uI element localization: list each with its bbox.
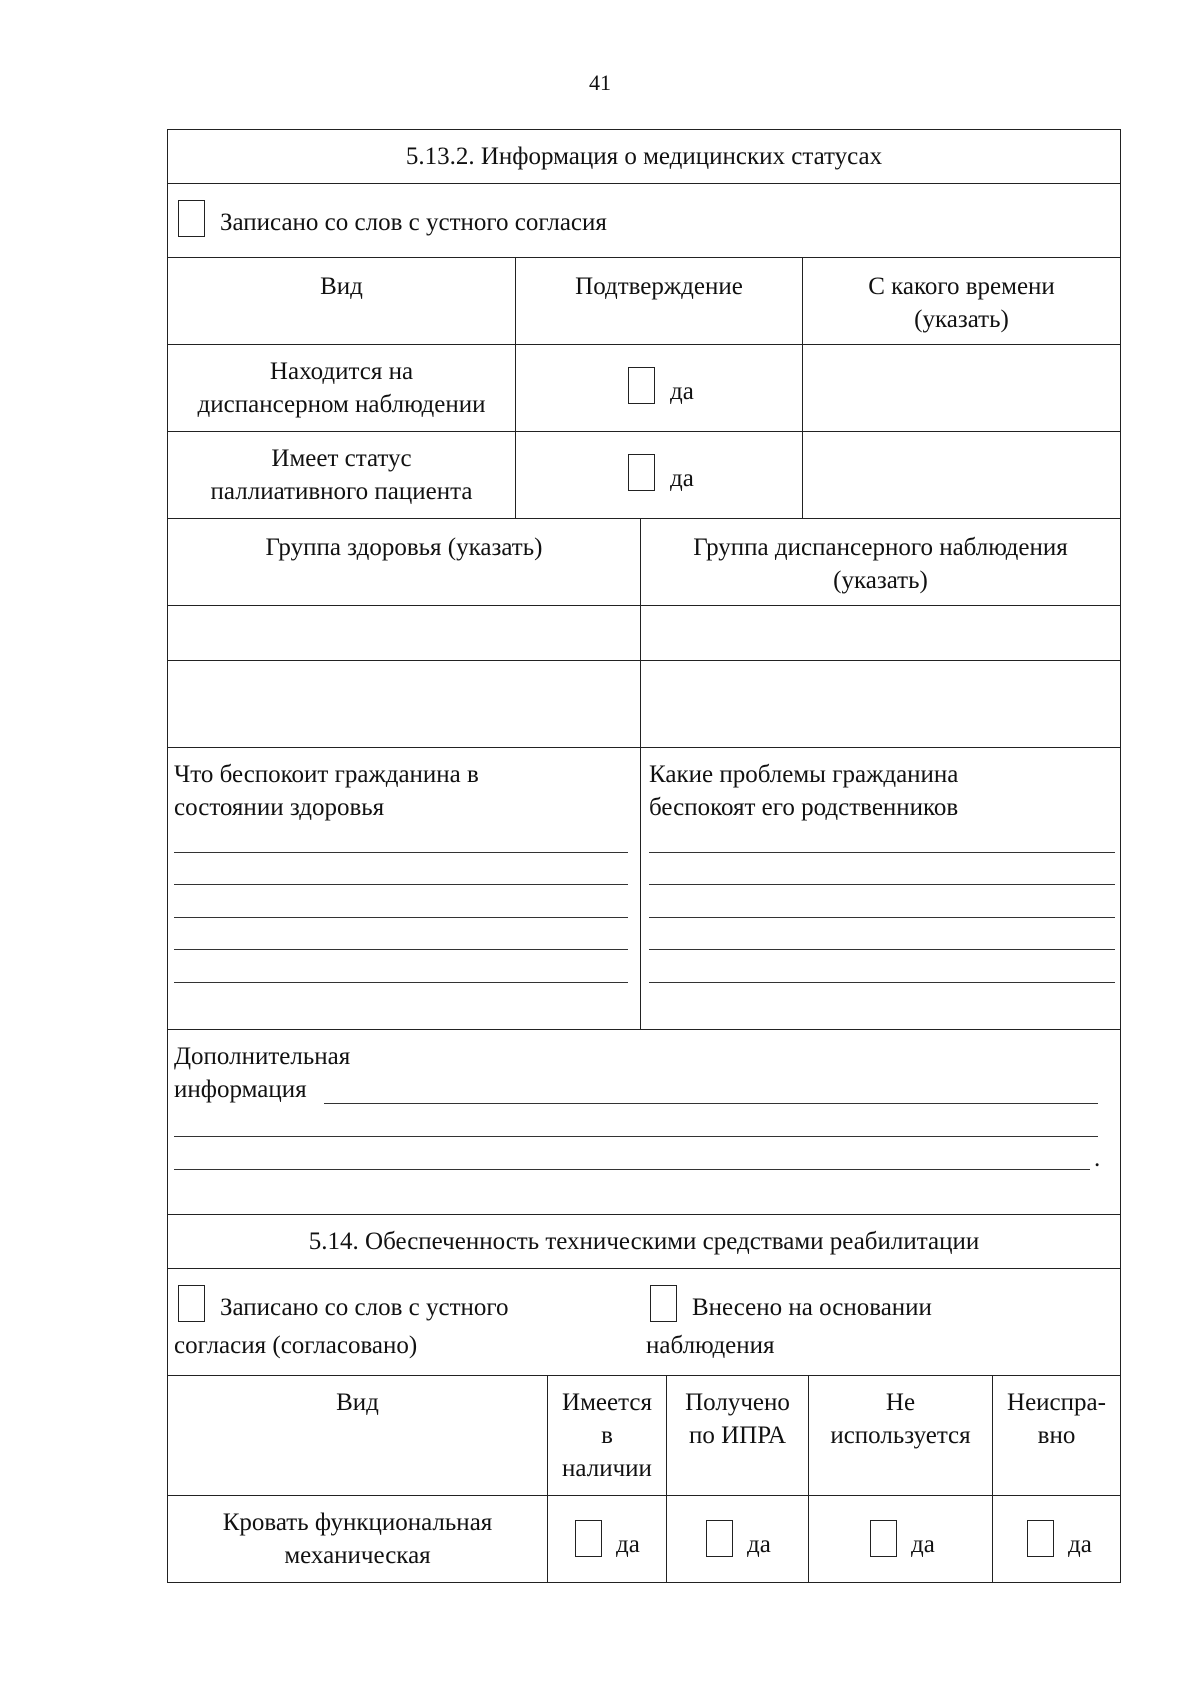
tsr-header-kind: Вид bbox=[336, 1389, 379, 1416]
bed-available-label: да bbox=[616, 1531, 640, 1558]
status-row-dispensary bbox=[167, 344, 1121, 432]
tsr-header-available: Имеется в наличии bbox=[547, 1376, 666, 1495]
section-title: 5.13.2. Информация о медицинских статусах bbox=[405, 143, 883, 170]
consent-label: Записано со слов с устного согласия bbox=[220, 209, 607, 236]
header-since: С какого времени (указать) bbox=[802, 258, 1120, 344]
health-group-value-1[interactable] bbox=[168, 606, 640, 660]
group-header-row bbox=[167, 518, 1121, 606]
palliative-yes-checkbox[interactable] bbox=[628, 454, 655, 491]
tsr-header-row bbox=[167, 1375, 1121, 1496]
health-group-header: Группа здоровья (указать) bbox=[265, 534, 543, 561]
group-value-row-1 bbox=[167, 605, 1121, 661]
tsr-bed-unused bbox=[808, 1496, 992, 1582]
tsr-consent-label-2: согласия (согласовано) bbox=[174, 1332, 418, 1359]
bed-unused-checkbox[interactable] bbox=[870, 1520, 897, 1557]
additional-info-label-2: информация bbox=[174, 1076, 307, 1103]
concerns-citizen-label-2: состоянии здоровья bbox=[174, 794, 385, 821]
tsr-bed-available bbox=[547, 1496, 666, 1582]
dispensary-yes-checkbox[interactable] bbox=[628, 367, 655, 404]
bed-available-checkbox[interactable] bbox=[575, 1520, 602, 1557]
status-kind-palliative: Имеет статус паллиативного пациента bbox=[210, 445, 473, 505]
additional-info-row[interactable] bbox=[167, 1029, 1121, 1215]
bed-unused-label: да bbox=[911, 1531, 935, 1558]
disp-group-value-2[interactable] bbox=[640, 661, 1120, 747]
concerns-citizen-label: Что беспокоит гражданина в bbox=[174, 761, 479, 788]
tsr-header-broken: Неиспра- вно bbox=[992, 1376, 1120, 1495]
section-5-14-consent-row bbox=[167, 1268, 1121, 1376]
tsr-header-received: Получено по ИПРА bbox=[666, 1376, 808, 1495]
palliative-yes-label: да bbox=[670, 465, 694, 492]
tsr-kind-bed: Кровать функциональная механическая bbox=[222, 1509, 493, 1569]
bed-broken-checkbox[interactable] bbox=[1027, 1520, 1054, 1557]
dispensary-yes-label: да bbox=[670, 378, 694, 405]
tsr-observation-label: Внесено на основании bbox=[692, 1294, 932, 1321]
disp-group-header: Группа диспансерного наблюдения (указать) bbox=[640, 519, 1120, 605]
additional-period: . bbox=[1094, 1145, 1101, 1172]
tsr-header-unused: Не используется bbox=[808, 1376, 992, 1495]
header-kind: Вид bbox=[320, 273, 363, 300]
write-line bbox=[174, 949, 628, 950]
concerns-relatives-label: Какие проблемы гражданина bbox=[649, 761, 959, 788]
write-line bbox=[174, 852, 628, 853]
consent-row bbox=[167, 183, 1121, 258]
additional-info-label: Дополнительная bbox=[174, 1043, 351, 1070]
tsr-bed-broken bbox=[992, 1496, 1120, 1582]
concerns-row bbox=[167, 747, 1121, 1030]
bed-broken-label: да bbox=[1068, 1531, 1092, 1558]
group-value-row-2 bbox=[167, 660, 1121, 748]
section-5-14-title-row bbox=[167, 1214, 1121, 1269]
write-line bbox=[649, 949, 1115, 950]
write-line bbox=[649, 917, 1115, 918]
tsr-consent-label: Записано со слов с устного bbox=[220, 1294, 509, 1321]
concerns-relatives-label-2: беспокоят его родственников bbox=[649, 794, 959, 821]
consent-checkbox[interactable] bbox=[178, 200, 205, 237]
section-title-row bbox=[167, 129, 1121, 184]
status-confirm-palliative bbox=[515, 432, 802, 518]
write-line bbox=[324, 1103, 1098, 1104]
write-line bbox=[649, 852, 1115, 853]
write-line bbox=[174, 917, 628, 918]
concerns-citizen-cell[interactable] bbox=[168, 748, 640, 1029]
bed-received-checkbox[interactable] bbox=[706, 1520, 733, 1557]
status-row-palliative bbox=[167, 431, 1121, 519]
status-header-row bbox=[167, 257, 1121, 345]
tsr-consent-checkbox[interactable] bbox=[178, 1285, 205, 1322]
status-confirm-dispensary bbox=[515, 345, 802, 431]
form-frame bbox=[167, 129, 1121, 1589]
section-5-14-title: 5.14. Обеспеченность техническими средствами реабилитации bbox=[308, 1228, 980, 1255]
status-since-dispensary[interactable] bbox=[802, 345, 1120, 431]
write-line bbox=[174, 982, 628, 983]
tsr-row-bed bbox=[167, 1495, 1121, 1583]
concerns-relatives-cell[interactable] bbox=[640, 748, 1120, 1029]
write-line bbox=[649, 884, 1115, 885]
write-line bbox=[174, 884, 628, 885]
tsr-observation-label-2: наблюдения bbox=[646, 1332, 775, 1359]
write-line bbox=[649, 982, 1115, 983]
health-group-value-2[interactable] bbox=[168, 661, 640, 747]
header-confirmation: Подтверждение bbox=[515, 258, 802, 344]
disp-group-value-1[interactable] bbox=[640, 606, 1120, 660]
page-number: 41 bbox=[589, 70, 611, 95]
tsr-observation-checkbox[interactable] bbox=[650, 1285, 677, 1322]
bed-received-label: да bbox=[747, 1531, 771, 1558]
write-line bbox=[174, 1169, 1090, 1170]
tsr-bed-received bbox=[666, 1496, 808, 1582]
write-line bbox=[174, 1136, 1098, 1137]
status-since-palliative[interactable] bbox=[802, 432, 1120, 518]
status-kind-dispensary: Находится на диспансерном наблюдении bbox=[197, 358, 486, 418]
